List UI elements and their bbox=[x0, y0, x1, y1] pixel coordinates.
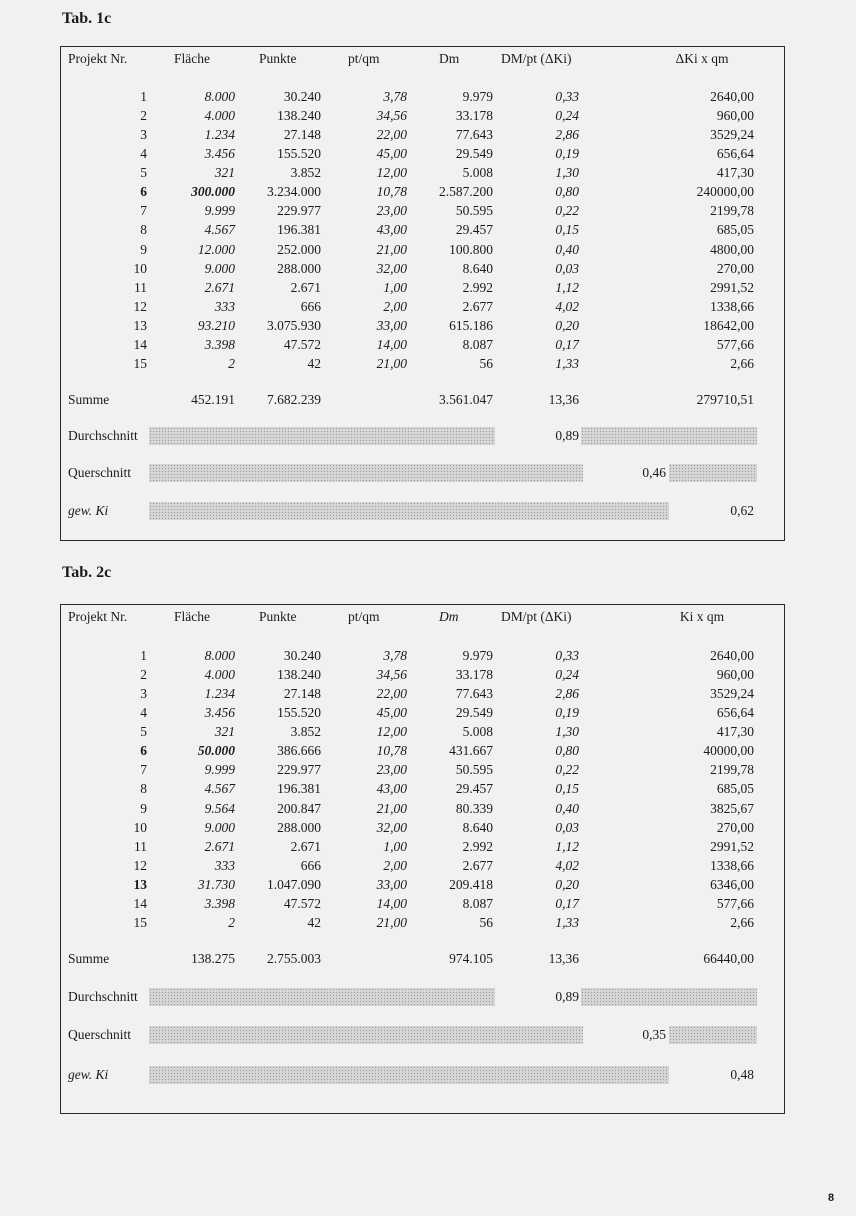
gew-ki-label: gew. Ki bbox=[68, 1067, 109, 1082]
column-header: Dm bbox=[439, 51, 460, 66]
table-cell: 200.847 bbox=[277, 801, 321, 816]
table-cell: 100.800 bbox=[449, 242, 493, 257]
table-cell: 56 bbox=[479, 915, 493, 930]
table-cell: 43,00 bbox=[376, 781, 407, 796]
summe-dm: 3.561.047 bbox=[439, 392, 493, 407]
project-number: 7 bbox=[140, 203, 147, 218]
table-cell: 30.240 bbox=[283, 648, 321, 663]
table-cell: 2991,52 bbox=[710, 280, 754, 295]
gew-ki-value: 0,48 bbox=[730, 1067, 754, 1082]
table-cell: 43,00 bbox=[376, 222, 407, 237]
querschnitt-value: 0,46 bbox=[642, 465, 666, 480]
table-cell: 34,56 bbox=[376, 667, 407, 682]
table-cell: 0,80 bbox=[555, 743, 579, 758]
table-cell: 0,40 bbox=[555, 801, 579, 816]
table-cell: 8.087 bbox=[462, 337, 493, 352]
project-number: 12 bbox=[133, 299, 147, 314]
project-number: 9 bbox=[140, 242, 147, 257]
table-cell: 32,00 bbox=[376, 820, 407, 835]
table-cell: 27.148 bbox=[283, 127, 321, 142]
project-number: 3 bbox=[140, 686, 147, 701]
shaded-area bbox=[669, 464, 757, 482]
table-cell: 5.008 bbox=[462, 165, 493, 180]
table-cell: 333 bbox=[214, 299, 235, 314]
project-number: 14 bbox=[133, 896, 147, 911]
table-cell: 21,00 bbox=[376, 801, 407, 816]
table-cell: 40000,00 bbox=[703, 743, 754, 758]
table-cell: 0,15 bbox=[555, 781, 579, 796]
table-cell: 685,05 bbox=[716, 781, 754, 796]
project-number: 14 bbox=[133, 337, 147, 352]
table-cell: 0,03 bbox=[555, 820, 579, 835]
project-number: 7 bbox=[140, 762, 147, 777]
summe-kiqm: 279710,51 bbox=[696, 392, 754, 407]
table-cell: 229.977 bbox=[277, 203, 321, 218]
table-cell: 288.000 bbox=[277, 261, 321, 276]
table-cell: 0,24 bbox=[555, 108, 579, 123]
durchschnitt-label: Durchschnitt bbox=[68, 428, 138, 443]
querschnitt-value: 0,35 bbox=[642, 1027, 666, 1042]
table-cell: 3.456 bbox=[204, 146, 235, 161]
table-cell: 9.979 bbox=[462, 89, 493, 104]
table-cell: 31.730 bbox=[197, 877, 235, 892]
project-number: 1 bbox=[140, 89, 147, 104]
table-cell: 23,00 bbox=[376, 203, 407, 218]
table-cell: 2,86 bbox=[555, 686, 579, 701]
table-cell: 1,00 bbox=[383, 839, 407, 854]
table-cell: 47.572 bbox=[283, 337, 321, 352]
table-cell: 685,05 bbox=[716, 222, 754, 237]
table-cell: 4,02 bbox=[555, 299, 579, 314]
table-cell: 240000,00 bbox=[696, 184, 754, 199]
table-cell: 270,00 bbox=[716, 820, 754, 835]
table-cell: 0,15 bbox=[555, 222, 579, 237]
querschnitt-label: Querschnitt bbox=[68, 1027, 131, 1042]
shaded-area bbox=[149, 1026, 583, 1044]
summe-flaeche: 138.275 bbox=[191, 951, 235, 966]
table-cell: 252.000 bbox=[277, 242, 321, 257]
table-cell: 270,00 bbox=[716, 261, 754, 276]
summe-label: Summe bbox=[68, 392, 110, 407]
table-cell: 9.564 bbox=[204, 801, 235, 816]
summe-flaeche: 452.191 bbox=[191, 392, 235, 407]
table-cell: 80.339 bbox=[455, 801, 493, 816]
table-1 bbox=[60, 46, 785, 541]
project-number: 6 bbox=[140, 184, 147, 199]
table-cell: 431.667 bbox=[449, 743, 493, 758]
shaded-area bbox=[149, 464, 583, 482]
table-cell: 2.671 bbox=[290, 839, 321, 854]
table-cell: 8.640 bbox=[462, 820, 493, 835]
page-number: 8 bbox=[828, 1192, 835, 1204]
table-cell: 138.240 bbox=[277, 667, 321, 682]
table-cell: 2640,00 bbox=[710, 89, 754, 104]
table-cell: 18642,00 bbox=[703, 318, 754, 333]
shaded-area bbox=[149, 427, 495, 445]
table-cell: 196.381 bbox=[277, 781, 321, 796]
table-cell: 5.008 bbox=[462, 724, 493, 739]
table-cell: 21,00 bbox=[376, 915, 407, 930]
table-cell: 0,24 bbox=[555, 667, 579, 682]
table-cell: 29.549 bbox=[455, 705, 493, 720]
table-cell: 3.075.930 bbox=[267, 318, 321, 333]
table-cell: 10,78 bbox=[376, 743, 407, 758]
table-1-title: Tab. 1c bbox=[62, 10, 112, 27]
project-number: 10 bbox=[133, 820, 147, 835]
summe-dmpt: 13,36 bbox=[548, 951, 579, 966]
column-header: Projekt Nr. bbox=[68, 51, 128, 66]
table-cell: 22,00 bbox=[376, 686, 407, 701]
column-header: Ki x qm bbox=[679, 609, 725, 624]
table-cell: 229.977 bbox=[277, 762, 321, 777]
table-cell: 4,02 bbox=[555, 858, 579, 873]
column-header: Dm bbox=[439, 609, 459, 624]
table-cell: 2.587.200 bbox=[439, 184, 493, 199]
table-cell: 960,00 bbox=[716, 667, 754, 682]
table-cell: 3.852 bbox=[290, 165, 321, 180]
table-cell: 666 bbox=[300, 299, 321, 314]
table-cell: 960,00 bbox=[716, 108, 754, 123]
table-cell: 12,00 bbox=[376, 165, 407, 180]
table-cell: 2,00 bbox=[383, 299, 407, 314]
shaded-area bbox=[669, 1026, 757, 1044]
project-number: 2 bbox=[140, 108, 147, 123]
table-cell: 3.234.000 bbox=[267, 184, 321, 199]
table-cell: 196.381 bbox=[277, 222, 321, 237]
table-cell: 2.671 bbox=[204, 280, 235, 295]
table-cell: 93.210 bbox=[197, 318, 235, 333]
shaded-area bbox=[149, 988, 495, 1006]
table-cell: 577,66 bbox=[716, 337, 754, 352]
table-cell: 2.992 bbox=[462, 839, 493, 854]
table-cell: 56 bbox=[479, 356, 493, 371]
project-number: 8 bbox=[140, 781, 147, 796]
table-cell: 2 bbox=[228, 915, 235, 930]
table-cell: 3.398 bbox=[204, 896, 235, 911]
table-cell: 1,30 bbox=[555, 165, 579, 180]
shaded-area bbox=[581, 988, 757, 1006]
table-cell: 34,56 bbox=[376, 108, 407, 123]
table-cell: 0,17 bbox=[555, 337, 579, 352]
table-cell: 4800,00 bbox=[710, 242, 754, 257]
table-cell: 1.234 bbox=[204, 686, 235, 701]
column-header: Fläche bbox=[174, 51, 210, 66]
column-header: pt/qm bbox=[348, 609, 380, 624]
table-cell: 33.178 bbox=[455, 667, 493, 682]
table-cell: 27.148 bbox=[283, 686, 321, 701]
shaded-area bbox=[149, 1066, 669, 1084]
table-cell: 3.852 bbox=[290, 724, 321, 739]
column-header: DM/pt (ΔKi) bbox=[501, 609, 572, 624]
shaded-area bbox=[581, 427, 757, 445]
table-cell: 3825,67 bbox=[710, 801, 754, 816]
table-cell: 32,00 bbox=[376, 261, 407, 276]
table-cell: 577,66 bbox=[716, 896, 754, 911]
project-number: 15 bbox=[133, 356, 147, 371]
table-2-title: Tab. 2c bbox=[62, 564, 112, 581]
table-cell: 386.666 bbox=[277, 743, 321, 758]
table-cell: 666 bbox=[300, 858, 321, 873]
table-cell: 656,64 bbox=[716, 705, 754, 720]
column-header: Punkte bbox=[259, 609, 297, 624]
table-cell: 288.000 bbox=[277, 820, 321, 835]
shaded-area bbox=[149, 502, 669, 520]
table-cell: 3.456 bbox=[204, 705, 235, 720]
table-cell: 23,00 bbox=[376, 762, 407, 777]
table-cell: 9.000 bbox=[204, 261, 235, 276]
table-cell: 50.595 bbox=[455, 762, 493, 777]
table-cell: 300.000 bbox=[191, 184, 235, 199]
project-number: 1 bbox=[140, 648, 147, 663]
table-cell: 42 bbox=[307, 356, 321, 371]
table-cell: 45,00 bbox=[376, 705, 407, 720]
project-number: 12 bbox=[133, 858, 147, 873]
table-cell: 1338,66 bbox=[710, 299, 754, 314]
table-cell: 33,00 bbox=[376, 318, 407, 333]
table-cell: 2.677 bbox=[462, 858, 493, 873]
summe-label: Summe bbox=[68, 951, 110, 966]
summe-punkte: 2.755.003 bbox=[267, 951, 321, 966]
project-number: 4 bbox=[140, 705, 147, 720]
table-cell: 47.572 bbox=[283, 896, 321, 911]
table-cell: 417,30 bbox=[716, 724, 754, 739]
gew-ki-value: 0,62 bbox=[730, 503, 754, 518]
project-number: 6 bbox=[140, 743, 147, 758]
table-cell: 3.398 bbox=[204, 337, 235, 352]
table-cell: 0,03 bbox=[555, 261, 579, 276]
table-cell: 0,20 bbox=[555, 877, 579, 892]
table-cell: 50.595 bbox=[455, 203, 493, 218]
table-cell: 321 bbox=[214, 165, 235, 180]
table-cell: 3,78 bbox=[383, 89, 407, 104]
column-header: Punkte bbox=[259, 51, 297, 66]
table-cell: 33,00 bbox=[376, 877, 407, 892]
table-cell: 29.457 bbox=[455, 222, 493, 237]
table-cell: 9.000 bbox=[204, 820, 235, 835]
project-number: 11 bbox=[134, 280, 147, 295]
column-header: DM/pt (ΔKi) bbox=[501, 51, 572, 66]
table-cell: 209.418 bbox=[449, 877, 493, 892]
summe-kiqm: 66440,00 bbox=[703, 951, 754, 966]
project-number: 13 bbox=[133, 318, 147, 333]
table-cell: 9.999 bbox=[204, 203, 235, 218]
table-cell: 14,00 bbox=[376, 896, 407, 911]
table-cell: 615.186 bbox=[449, 318, 493, 333]
table-cell: 9.979 bbox=[462, 648, 493, 663]
table-cell: 4.000 bbox=[204, 667, 235, 682]
table-cell: 2.992 bbox=[462, 280, 493, 295]
column-header: pt/qm bbox=[348, 51, 380, 66]
table-cell: 14,00 bbox=[376, 337, 407, 352]
column-header: Projekt Nr. bbox=[68, 609, 128, 624]
table-cell: 1,12 bbox=[555, 839, 579, 854]
table-cell: 0,19 bbox=[555, 705, 579, 720]
table-cell: 1,33 bbox=[555, 356, 579, 371]
project-number: 2 bbox=[140, 667, 147, 682]
durchschnitt-value: 0,89 bbox=[555, 989, 579, 1004]
table-cell: 77.643 bbox=[455, 686, 493, 701]
table-cell: 1,00 bbox=[383, 280, 407, 295]
table-cell: 42 bbox=[307, 915, 321, 930]
table-cell: 0,33 bbox=[555, 648, 579, 663]
column-header: ΔKi x qm bbox=[675, 51, 729, 66]
table-cell: 1,12 bbox=[555, 280, 579, 295]
table-cell: 155.520 bbox=[277, 705, 321, 720]
table-cell: 29.457 bbox=[455, 781, 493, 796]
table-cell: 2 bbox=[228, 356, 235, 371]
table-cell: 4.567 bbox=[204, 222, 235, 237]
durchschnitt-value: 0,89 bbox=[555, 428, 579, 443]
project-number: 8 bbox=[140, 222, 147, 237]
table-cell: 2.677 bbox=[462, 299, 493, 314]
table-cell: 10,78 bbox=[376, 184, 407, 199]
durchschnitt-label: Durchschnitt bbox=[68, 989, 138, 1004]
table-cell: 22,00 bbox=[376, 127, 407, 142]
table-cell: 4.567 bbox=[204, 781, 235, 796]
project-number: 13 bbox=[133, 877, 147, 892]
table-2 bbox=[60, 604, 785, 1114]
table-cell: 8.640 bbox=[462, 261, 493, 276]
table-cell: 4.000 bbox=[204, 108, 235, 123]
table-cell: 2.671 bbox=[290, 280, 321, 295]
table-cell: 2640,00 bbox=[710, 648, 754, 663]
table-cell: 155.520 bbox=[277, 146, 321, 161]
table-cell: 12.000 bbox=[197, 242, 235, 257]
table-cell: 138.240 bbox=[277, 108, 321, 123]
table-cell: 0,20 bbox=[555, 318, 579, 333]
table-cell: 9.999 bbox=[204, 762, 235, 777]
table-cell: 0,22 bbox=[555, 203, 579, 218]
table-cell: 321 bbox=[214, 724, 235, 739]
project-number: 10 bbox=[133, 261, 147, 276]
table-cell: 1,30 bbox=[555, 724, 579, 739]
table-cell: 3529,24 bbox=[710, 127, 754, 142]
table-cell: 333 bbox=[214, 858, 235, 873]
table-cell: 3529,24 bbox=[710, 686, 754, 701]
table-cell: 1338,66 bbox=[710, 858, 754, 873]
project-number: 5 bbox=[140, 724, 147, 739]
table-cell: 21,00 bbox=[376, 242, 407, 257]
summe-dm: 974.105 bbox=[449, 951, 493, 966]
querschnitt-label: Querschnitt bbox=[68, 465, 131, 480]
table-cell: 12,00 bbox=[376, 724, 407, 739]
table-cell: 50.000 bbox=[197, 743, 235, 758]
table-cell: 2,66 bbox=[730, 356, 754, 371]
table-cell: 2,86 bbox=[555, 127, 579, 142]
project-number: 3 bbox=[140, 127, 147, 142]
table-cell: 2199,78 bbox=[710, 762, 754, 777]
project-number: 4 bbox=[140, 146, 147, 161]
table-cell: 2.671 bbox=[204, 839, 235, 854]
summe-punkte: 7.682.239 bbox=[267, 392, 321, 407]
table-cell: 1.234 bbox=[204, 127, 235, 142]
table-cell: 0,80 bbox=[555, 184, 579, 199]
table-cell: 33.178 bbox=[455, 108, 493, 123]
project-number: 11 bbox=[134, 839, 147, 854]
table-cell: 8.087 bbox=[462, 896, 493, 911]
table-cell: 21,00 bbox=[376, 356, 407, 371]
gew-ki-label: gew. Ki bbox=[68, 503, 109, 518]
project-number: 5 bbox=[140, 165, 147, 180]
table-cell: 1.047.090 bbox=[267, 877, 321, 892]
table-cell: 0,40 bbox=[555, 242, 579, 257]
table-cell: 30.240 bbox=[283, 89, 321, 104]
column-header: Fläche bbox=[174, 609, 210, 624]
table-cell: 6346,00 bbox=[710, 877, 754, 892]
table-cell: 8.000 bbox=[204, 648, 235, 663]
table-cell: 2991,52 bbox=[710, 839, 754, 854]
table-cell: 3,78 bbox=[383, 648, 407, 663]
table-cell: 2,00 bbox=[383, 858, 407, 873]
table-cell: 417,30 bbox=[716, 165, 754, 180]
project-number: 9 bbox=[140, 801, 147, 816]
table-cell: 45,00 bbox=[376, 146, 407, 161]
project-number: 15 bbox=[133, 915, 147, 930]
table-cell: 0,33 bbox=[555, 89, 579, 104]
table-cell: 77.643 bbox=[455, 127, 493, 142]
table-cell: 0,22 bbox=[555, 762, 579, 777]
table-cell: 1,33 bbox=[555, 915, 579, 930]
table-cell: 29.549 bbox=[455, 146, 493, 161]
table-cell: 2,66 bbox=[730, 915, 754, 930]
summe-dmpt: 13,36 bbox=[548, 392, 579, 407]
table-cell: 0,17 bbox=[555, 896, 579, 911]
table-cell: 656,64 bbox=[716, 146, 754, 161]
table-cell: 2199,78 bbox=[710, 203, 754, 218]
table-cell: 0,19 bbox=[555, 146, 579, 161]
table-cell: 8.000 bbox=[204, 89, 235, 104]
